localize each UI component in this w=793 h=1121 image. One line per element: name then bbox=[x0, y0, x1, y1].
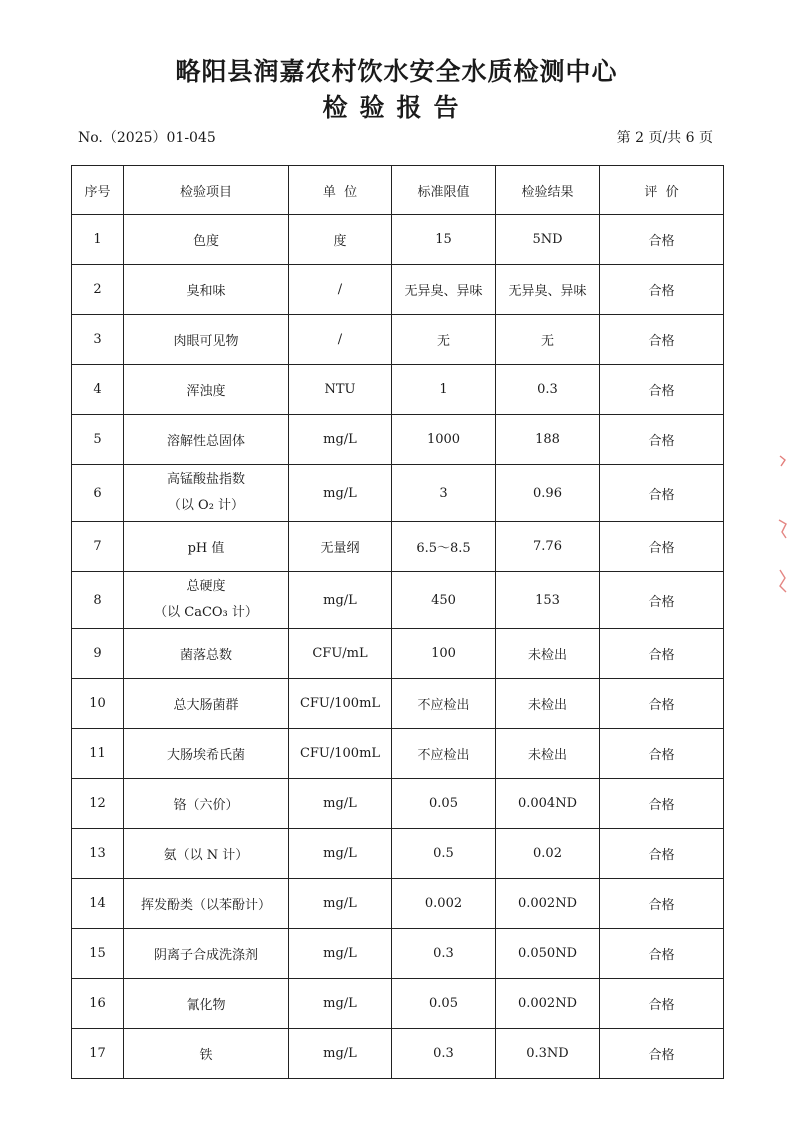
test-item-cell: 臭和味 bbox=[124, 265, 289, 315]
table-row bbox=[72, 879, 724, 929]
test-item-cell: 肉眼可见物 bbox=[124, 315, 289, 365]
page-indicator: 第 2 页/共 6 页 bbox=[616, 130, 713, 146]
row-number-cell: 6 bbox=[72, 465, 124, 522]
table-row bbox=[72, 779, 724, 829]
standard-limit-cell: 1000 bbox=[392, 415, 496, 465]
test-item-cell: 氰化物 bbox=[124, 979, 289, 1029]
evaluation-cell: 合格 bbox=[600, 215, 724, 265]
row-number-cell: 12 bbox=[72, 779, 124, 829]
test-item-cell: pH 值 bbox=[124, 522, 289, 572]
row-number-cell: 7 bbox=[72, 522, 124, 572]
evaluation-cell: 合格 bbox=[600, 365, 724, 415]
unit-cell: mg/L bbox=[289, 465, 392, 522]
test-result-cell: 5ND bbox=[496, 215, 600, 265]
unit-cell: NTU bbox=[289, 365, 392, 415]
test-result-cell: 153 bbox=[496, 572, 600, 629]
table-header-row bbox=[72, 166, 724, 215]
report-subtitle: 检验报告 bbox=[322, 93, 471, 122]
evaluation-cell: 合格 bbox=[600, 629, 724, 679]
evaluation-cell: 合格 bbox=[600, 679, 724, 729]
seal-edge-mark bbox=[776, 450, 790, 620]
column-header: 检验项目 bbox=[124, 166, 289, 215]
row-number-cell: 3 bbox=[72, 315, 124, 365]
unit-cell: 无量纲 bbox=[289, 522, 392, 572]
test-result-cell: 7.76 bbox=[496, 522, 600, 572]
test-item-cell: 溶解性总固体 bbox=[124, 415, 289, 465]
standard-limit-cell: 0.05 bbox=[392, 779, 496, 829]
unit-cell: mg/L bbox=[289, 779, 392, 829]
table-row bbox=[72, 979, 724, 1029]
test-item-name: 高锰酸盐指数 bbox=[166, 472, 245, 487]
inspection-table bbox=[71, 165, 724, 1079]
standard-limit-cell: 0.3 bbox=[392, 929, 496, 979]
row-number-cell: 15 bbox=[72, 929, 124, 979]
test-item-cell: 铬（六价） bbox=[124, 779, 289, 829]
test-result-cell: 0.050ND bbox=[496, 929, 600, 979]
standard-limit-cell: 450 bbox=[392, 572, 496, 629]
row-number-cell: 5 bbox=[72, 415, 124, 465]
unit-cell: mg/L bbox=[289, 929, 392, 979]
test-item-cell bbox=[124, 572, 289, 629]
test-result-cell: 未检出 bbox=[496, 679, 600, 729]
unit-cell: 度 bbox=[289, 215, 392, 265]
standard-limit-cell: 15 bbox=[392, 215, 496, 265]
test-item-cell bbox=[124, 465, 289, 522]
unit-cell: CFU/100mL bbox=[289, 729, 392, 779]
column-header: 评 价 bbox=[600, 166, 724, 215]
row-number-cell: 2 bbox=[72, 265, 124, 315]
column-header: 检验结果 bbox=[496, 166, 600, 215]
test-item-cell: 挥发酚类（以苯酚计） bbox=[124, 879, 289, 929]
test-item-name: 总硬度 bbox=[186, 579, 226, 594]
evaluation-cell: 合格 bbox=[600, 522, 724, 572]
table-row bbox=[72, 365, 724, 415]
evaluation-cell: 合格 bbox=[600, 265, 724, 315]
test-item-note: （以 CaCO₃ 计） bbox=[154, 605, 258, 620]
column-header: 标准限值 bbox=[392, 166, 496, 215]
test-result-cell: 0.02 bbox=[496, 829, 600, 879]
row-number-cell: 11 bbox=[72, 729, 124, 779]
test-item-cell: 色度 bbox=[124, 215, 289, 265]
standard-limit-cell: 不应检出 bbox=[392, 729, 496, 779]
test-result-cell: 0.002ND bbox=[496, 979, 600, 1029]
column-header: 序号 bbox=[72, 166, 124, 215]
unit-cell: / bbox=[289, 315, 392, 365]
test-result-cell: 未检出 bbox=[496, 629, 600, 679]
row-number-cell: 8 bbox=[72, 572, 124, 629]
row-number-cell: 14 bbox=[72, 879, 124, 929]
table-row bbox=[72, 465, 724, 522]
unit-cell: mg/L bbox=[289, 572, 392, 629]
table-row bbox=[72, 265, 724, 315]
evaluation-cell: 合格 bbox=[600, 1029, 724, 1079]
standard-limit-cell: 0.002 bbox=[392, 879, 496, 929]
evaluation-cell: 合格 bbox=[600, 929, 724, 979]
test-item-cell: 总大肠菌群 bbox=[124, 679, 289, 729]
test-item-note: （以 O₂ 计） bbox=[167, 498, 245, 513]
evaluation-cell: 合格 bbox=[600, 979, 724, 1029]
test-item-cell: 阴离子合成洗涤剂 bbox=[124, 929, 289, 979]
row-number-cell: 1 bbox=[72, 215, 124, 265]
evaluation-cell: 合格 bbox=[600, 829, 724, 879]
unit-cell: mg/L bbox=[289, 879, 392, 929]
unit-cell: mg/L bbox=[289, 415, 392, 465]
evaluation-cell: 合格 bbox=[600, 729, 724, 779]
row-number-cell: 17 bbox=[72, 1029, 124, 1079]
test-result-cell: 0.002ND bbox=[496, 879, 600, 929]
report-number: No.（2025）01-045 bbox=[78, 130, 216, 146]
evaluation-cell: 合格 bbox=[600, 572, 724, 629]
column-header: 单 位 bbox=[289, 166, 392, 215]
evaluation-cell: 合格 bbox=[600, 779, 724, 829]
standard-limit-cell: 100 bbox=[392, 629, 496, 679]
table-row bbox=[72, 215, 724, 265]
evaluation-cell: 合格 bbox=[600, 415, 724, 465]
unit-cell: CFU/100mL bbox=[289, 679, 392, 729]
standard-limit-cell: 无异臭、异味 bbox=[392, 265, 496, 315]
unit-cell: mg/L bbox=[289, 979, 392, 1029]
table-row bbox=[72, 572, 724, 629]
test-result-cell: 0.3ND bbox=[496, 1029, 600, 1079]
standard-limit-cell: 6.5～8.5 bbox=[392, 522, 496, 572]
test-result-cell: 无 bbox=[496, 315, 600, 365]
test-item-cell: 浑浊度 bbox=[124, 365, 289, 415]
table-row bbox=[72, 522, 724, 572]
test-result-cell: 无异臭、异味 bbox=[496, 265, 600, 315]
standard-limit-cell: 无 bbox=[392, 315, 496, 365]
test-result-cell: 0.3 bbox=[496, 365, 600, 415]
row-number-cell: 13 bbox=[72, 829, 124, 879]
test-item-cell: 铁 bbox=[124, 1029, 289, 1079]
row-number-cell: 10 bbox=[72, 679, 124, 729]
table-row bbox=[72, 929, 724, 979]
standard-limit-cell: 0.3 bbox=[392, 1029, 496, 1079]
table-row bbox=[72, 679, 724, 729]
evaluation-cell: 合格 bbox=[600, 465, 724, 522]
table-row bbox=[72, 415, 724, 465]
table-row bbox=[72, 729, 724, 779]
standard-limit-cell: 0.05 bbox=[392, 979, 496, 1029]
test-result-cell: 0.96 bbox=[496, 465, 600, 522]
test-item-cell: 氨（以 N 计） bbox=[124, 829, 289, 879]
standard-limit-cell: 0.5 bbox=[392, 829, 496, 879]
evaluation-cell: 合格 bbox=[600, 879, 724, 929]
standard-limit-cell: 1 bbox=[392, 365, 496, 415]
standard-limit-cell: 3 bbox=[392, 465, 496, 522]
table-row bbox=[72, 629, 724, 679]
unit-cell: mg/L bbox=[289, 829, 392, 879]
row-number-cell: 16 bbox=[72, 979, 124, 1029]
table-row bbox=[72, 1029, 724, 1079]
unit-cell: CFU/mL bbox=[289, 629, 392, 679]
unit-cell: mg/L bbox=[289, 1029, 392, 1079]
table-row bbox=[72, 829, 724, 879]
row-number-cell: 9 bbox=[72, 629, 124, 679]
evaluation-cell: 合格 bbox=[600, 315, 724, 365]
test-item-cell: 菌落总数 bbox=[124, 629, 289, 679]
row-number-cell: 4 bbox=[72, 365, 124, 415]
test-result-cell: 0.004ND bbox=[496, 779, 600, 829]
test-result-cell: 188 bbox=[496, 415, 600, 465]
table-row bbox=[72, 315, 724, 365]
unit-cell: / bbox=[289, 265, 392, 315]
test-result-cell: 未检出 bbox=[496, 729, 600, 779]
standard-limit-cell: 不应检出 bbox=[392, 679, 496, 729]
test-item-cell: 大肠埃希氏菌 bbox=[124, 729, 289, 779]
report-title: 略阳县润嘉农村饮水安全水质检测中心 bbox=[175, 57, 618, 86]
